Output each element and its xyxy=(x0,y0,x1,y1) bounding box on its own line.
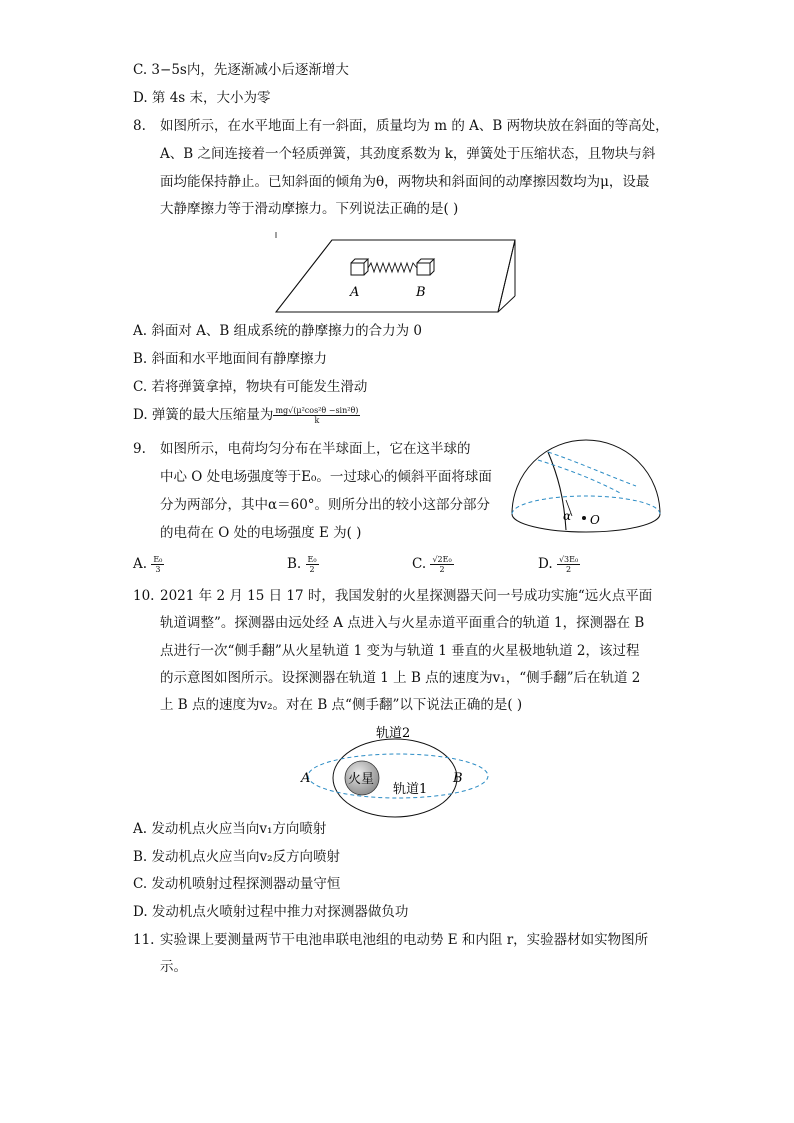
q9-line: 分为两部分，其中α＝60°。则所分出的较小这部分部分 xyxy=(160,497,491,513)
option-letter: A. xyxy=(133,556,148,572)
q8-option-d-text: D. 弹簧的最大压缩量为 xyxy=(133,407,274,423)
q11-line: 示。 xyxy=(160,959,187,975)
q9-line: 如图所示，电荷均匀分布在半球面上，它在这半球的 xyxy=(160,441,471,457)
q10-option-c: C. 发动机喷射过程探测器动量守恒 xyxy=(133,876,341,892)
alpha-label: α xyxy=(563,509,572,523)
mars-label: 火星 xyxy=(348,772,375,787)
q10-line: 点进行一次“侧手翻”从火星轨道 1 变为与轨道 1 垂直的火星极地轨道 2，该过程 xyxy=(160,643,640,659)
q9-line: 的电荷在 O 处的电场强度 E 为( ) xyxy=(160,525,362,541)
q10-option-d: D. 发动机点火喷射过程中推力对探测器做负功 xyxy=(133,904,409,920)
option-letter: B. xyxy=(287,556,302,572)
q11-number: 11. xyxy=(133,932,155,948)
incline-figure xyxy=(270,232,520,318)
q9-option-a xyxy=(133,555,164,574)
q8-number: 8. xyxy=(133,118,146,134)
fraction-denominator: 2 xyxy=(439,565,445,574)
q8-line: 大静摩擦力等于滑动摩擦力。下列说法正确的是( ) xyxy=(160,201,459,217)
q9-option-d xyxy=(538,555,580,574)
q10-option-a: A. 发动机点火应当向v₁方向喷射 xyxy=(133,821,327,837)
q10-line: 的示意图如图所示。设探测器在轨道 1 上 B 点的速度为v₁，“侧手翻”后在轨道 2 xyxy=(160,670,641,686)
hemisphere-figure xyxy=(508,438,664,536)
q10-line: 2021 年 2 月 15 日 17 时，我国发射的火星探测器天问一号成功实施“远火点平面 xyxy=(160,588,653,604)
fraction-numerator: √2E₀ xyxy=(432,555,452,564)
q11-line: 实验课上要测量两节干电池串联电池组的电动势 E 和内阻 r，实验器材如实物图所 xyxy=(160,932,649,948)
q9-option-c-fraction xyxy=(430,555,453,574)
fraction-numerator: E₀ xyxy=(307,555,317,564)
q10-line: 上 B 点的速度为v₂。对在 B 点“侧手翻”以下说法正确的是( ) xyxy=(160,697,523,713)
q9-option-d-fraction xyxy=(557,555,580,574)
fraction-numerator: √3E₀ xyxy=(558,555,579,564)
q10-line: 轨道调整”。探测器由远处经 A 点进入与火星赤道平面重合的轨道 1，探测器在 B xyxy=(160,615,645,631)
option-letter: C. xyxy=(412,556,427,572)
fraction-numerator: mg√(μ²cos²θ −sin²θ) xyxy=(275,406,359,415)
point-b-label: B xyxy=(453,771,463,786)
mars-orbit-figure xyxy=(298,720,498,820)
orbit1-label: 轨道1 xyxy=(393,782,428,797)
fraction-denominator: 2 xyxy=(566,565,572,574)
q8-option-c: C. 若将弹簧拿掉，物块有可能发生滑动 xyxy=(133,379,368,395)
q8-option-b: B. 斜面和水平地面间有静摩擦力 xyxy=(133,351,328,367)
q9-option-b-fraction xyxy=(306,555,319,574)
center-o-label: O xyxy=(590,513,600,527)
q8-option-d-fraction xyxy=(273,406,360,425)
q8-line: 面均能保持静止。已知斜面的倾角为θ，两物块和斜面间的动摩擦因数均为μ，设最 xyxy=(160,174,650,190)
point-a-label: A xyxy=(301,771,311,786)
orbit2-label: 轨道2 xyxy=(376,726,411,741)
q10-number: 10. xyxy=(133,588,155,604)
q8-line: 如图所示，在水平地面上有一斜面，质量均为 m 的 A、B 两物块放在斜面的等高处， xyxy=(160,118,669,134)
fraction-numerator: E₀ xyxy=(153,555,163,564)
fraction-denominator: k xyxy=(314,416,320,425)
q10-option-b: B. 发动机点火应当向v₂反方向喷射 xyxy=(133,849,341,865)
q8-line: A、B 之间连接着一个轻质弹簧，其劲度系数为 k，弹簧处于压缩状态，且物块与斜 xyxy=(160,146,656,162)
q8-option-d xyxy=(133,406,360,425)
q9-option-b xyxy=(287,555,319,574)
fraction-denominator: 2 xyxy=(309,565,315,574)
q9-option-a-fraction xyxy=(151,555,164,574)
block-a-label: A xyxy=(350,285,360,300)
q8-option-a: A. 斜面对 A、B 组成系统的静摩擦力的合力为 0 xyxy=(133,323,422,339)
option-letter: D. xyxy=(538,556,553,572)
q9-line: 中心 O 处电场强度等于E₀。一过球心的倾斜平面将球面 xyxy=(160,469,492,485)
block-b-label: B xyxy=(416,285,426,300)
q7-option-c: C. 3−5s内，先逐渐减小后逐渐增大 xyxy=(133,62,349,78)
q7-option-d: D. 第 4s 末，大小为零 xyxy=(133,90,271,106)
q9-number: 9. xyxy=(133,441,146,457)
fraction-denominator: 3 xyxy=(155,565,161,574)
q9-option-c xyxy=(412,555,454,574)
